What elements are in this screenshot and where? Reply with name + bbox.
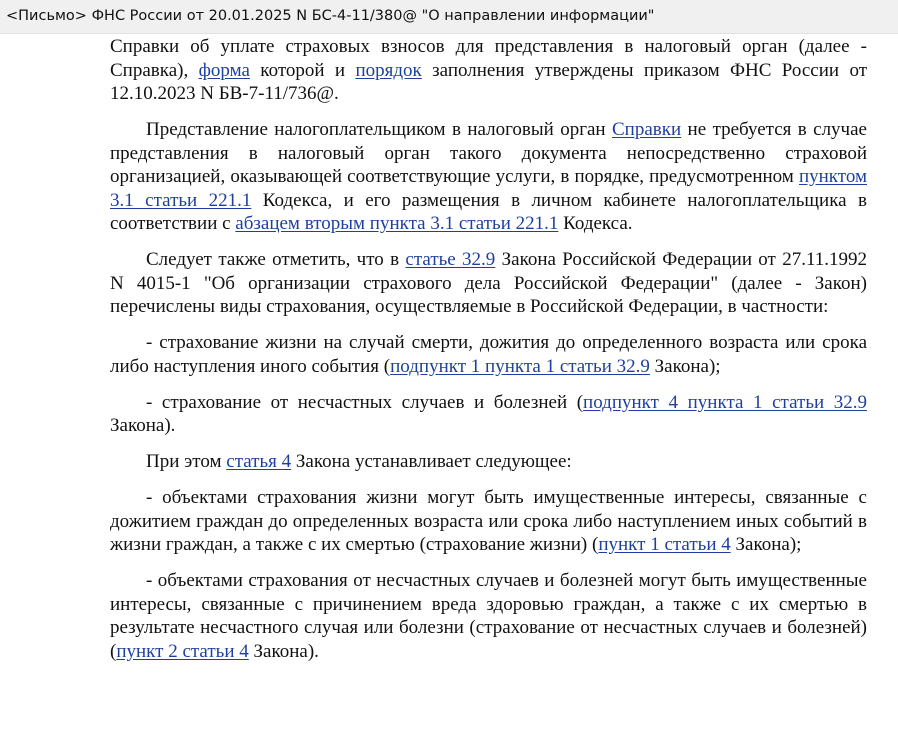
link-certificate[interactable]: Справки (612, 119, 682, 140)
window-title: <Письмо> ФНС России от 20.01.2025 N БС-4-11/380@ "О направлении информации" (6, 8, 655, 24)
link-item-1-article-4[interactable]: пункт 1 статьи 4 (598, 534, 731, 555)
text: Закона). (248, 640, 319, 662)
window-title-bar (0, 0, 898, 34)
text: - объектами страхования от несчастных случаев и болезней могут быть имущественные интересы, связанные с причинением вреда здоровью граждан, а также с их смертью в результате несчастного случая или болезни (страхование от несчастных случаев и болезней) ( (110, 570, 867, 662)
text: Закона устанавливает следующее: (291, 451, 572, 472)
link-item-2-article-4[interactable]: пункт 2 статьи 4 (116, 640, 249, 662)
link-article-32-9[interactable]: статье 32.9 (405, 249, 496, 270)
link-subitem-4-item-1-article-32-9[interactable]: подпункт 4 пункта 1 статьи 32.9 (583, 391, 867, 413)
text: заполнения утверждены приказом ФНС России от 12.10.2023 N БВ-7-11/736@. (110, 59, 868, 104)
paragraph-article-4 (110, 450, 867, 474)
text: Закона); (730, 534, 802, 555)
text: - объектами страхования жизни могут быть имущественные интересы, связанные с дожитием граждан до определенных возраста или срока либо наступлением иных событий в жизни граждан, а также с их смертью (страхование жизни) ( (110, 487, 867, 555)
text: Закона); (649, 355, 721, 377)
link-article-4[interactable]: статья 4 (226, 451, 292, 472)
text: Следует также отметить, что в (146, 249, 406, 270)
link-form[interactable]: форма (198, 59, 250, 81)
list-item-life-insurance-objects (110, 486, 867, 557)
text: - страхование от несчастных случаев и болезней ( (146, 391, 584, 413)
list-item-life-insurance (110, 331, 867, 378)
list-item-accident-insurance-objects (110, 569, 867, 663)
paragraph-certificate-form (110, 35, 867, 106)
link-procedure[interactable]: порядок (355, 59, 422, 81)
list-item-accident-insurance (110, 391, 867, 438)
text: которой и (249, 59, 356, 81)
text: Представление налогоплательщиком в налоговый орган (146, 119, 612, 140)
link-subitem-1-item-1-article-32-9[interactable]: подпункт 1 пункта 1 статьи 32.9 (390, 355, 650, 377)
text: Справки об уплате страховых взносов для представления в налоговый орган (далее - Справка), (110, 36, 867, 81)
text: Закона). (110, 415, 176, 436)
text: - страхование жизни на случай смерти, дожития до определенного возраста или срока либо наступления иного события ( (110, 332, 867, 377)
document-body (110, 35, 867, 676)
text: Закона Российской Федерации от 27.11.1992 N 4015-1 "Об организации страхового дела Российской Федерации" (далее - Закон) перечислены виды страхования, осуществляемые в Российской Федерации, в частности: (110, 249, 867, 317)
text: не требуется в случае представления в налоговый орган такого документа непосредственно страховой организацией, оказывающей соответствующие услуги, в порядке, предусмотренном (110, 119, 867, 187)
text: Кодекса. (558, 213, 633, 234)
link-item-3-1-article-221-1[interactable]: пунктом 3.1 статьи 221.1 (110, 166, 867, 211)
link-second-paragraph-item-3-1[interactable]: абзацем вторым пункта 3.1 статьи 221.1 (235, 213, 559, 234)
paragraph-certificate-not-required (110, 118, 867, 236)
paragraph-insurance-types (110, 248, 867, 319)
text: При этом (146, 451, 227, 472)
text: Кодекса, и его размещения в личном кабинете налогоплательщика в соответствии с (110, 189, 867, 234)
